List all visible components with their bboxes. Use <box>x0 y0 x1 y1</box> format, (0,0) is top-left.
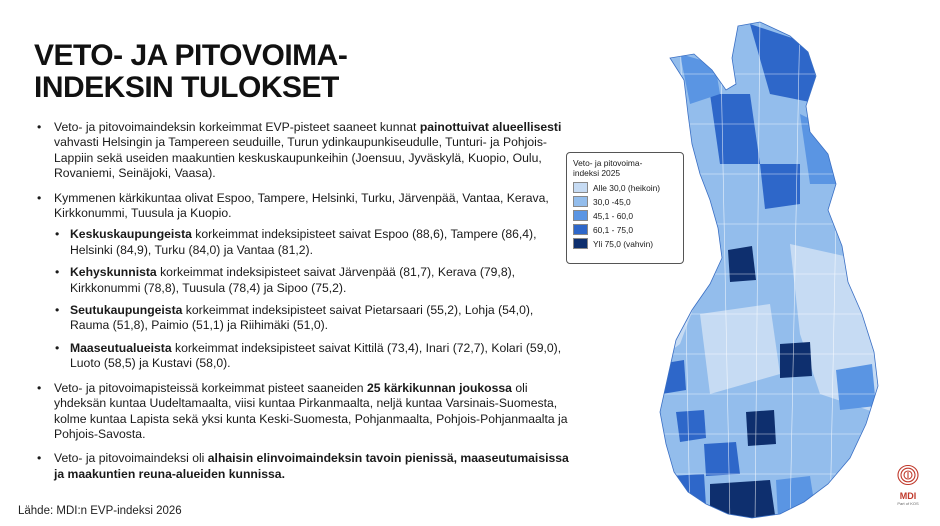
legend-row <box>573 224 677 235</box>
bullet-top-25 <box>54 381 574 443</box>
region-jyvaskyla <box>746 410 776 446</box>
bullet-top-ten <box>54 191 574 372</box>
source-note: Lähde: MDI:n EVP-indeksi 2026 <box>18 505 182 517</box>
legend-label: Yli 75,0 (vahvin) <box>593 238 654 249</box>
legend-label: 45,1 - 60,0 <box>593 210 634 221</box>
mdi-logo <box>893 464 923 506</box>
title-line-1: VETO- JA PITOVOIMA- <box>34 39 348 72</box>
bullet-lowest-text: Veto- ja pitovoimaindeksi oli <box>54 451 208 466</box>
page-title <box>34 40 454 104</box>
legend-row <box>573 238 677 249</box>
sub-bullet-list <box>54 227 574 371</box>
region-tampere <box>704 442 740 476</box>
sub-bullet-item <box>70 303 574 334</box>
region-seinajoki <box>676 410 706 442</box>
sub-bullet-bold: Maaseutualueista <box>70 340 172 355</box>
legend-title-line-2: indeksi 2025 <box>573 168 621 178</box>
bullet-regional-text: Veto- ja pitovoimaindeksin korkeimmat EVP-pisteet saaneet kunnat <box>54 120 420 134</box>
finland-choropleth-map <box>640 14 880 522</box>
region-rovaniemi <box>760 164 800 209</box>
region-kuopio <box>780 342 812 378</box>
sub-bullet-item <box>70 227 574 258</box>
map-legend <box>566 152 684 264</box>
bullet-regional-bold: painottuivat alueellisesti <box>419 120 562 134</box>
title-line-2: INDEKSIN TULOKSET <box>34 71 339 104</box>
bullet-lowest <box>54 451 574 482</box>
sub-bullet-text: korkeimmat indeksipisteet saivat Järvenpää (81,7), Kerava (79,8), Kirkkonummi (78,8), Tuusula (78,4) ja Sipoo (75,2). <box>70 265 516 295</box>
bullet-regional <box>54 120 574 182</box>
legend-swatch <box>573 182 588 193</box>
legend-row <box>573 182 677 193</box>
region-joensuu <box>836 364 876 410</box>
logo-text: MDI <box>899 491 917 501</box>
legend-title-line-1: Veto- ja pitovoima- <box>573 158 643 168</box>
sub-bullet-bold: Kehyskunnista <box>70 265 157 280</box>
legend-swatch <box>573 238 588 249</box>
fingerprint-icon <box>896 464 920 486</box>
sub-bullet-bold: Keskuskaupungeista <box>70 227 192 242</box>
bullet-lowest-bold: alhaisin elinvoimaindeksin tavoin pienissä, maaseutumaisissa ja maakuntien reuna-alueiden kunnissa. <box>54 451 569 481</box>
sub-bullet-text: korkeimmat indeksipisteet saivat Pietarsaari (55,2), Lohja (54,0), Rauma (51,8), Paimio (51,1) ja Riihimäki (51,0). <box>70 303 534 333</box>
sub-bullet-item <box>70 265 574 296</box>
legend-swatch <box>573 210 588 221</box>
bullet-top-25-text: Veto- ja pitovoimapisteissä korkeimmat pisteet saaneiden <box>54 380 367 395</box>
bullet-list <box>34 120 574 491</box>
sub-bullet-bold: Seutukaupungeista <box>70 303 183 318</box>
sub-bullet-item <box>70 341 574 372</box>
legend-swatch <box>573 196 588 207</box>
sub-bullet-text: korkeimmat indeksipisteet saivat Kittilä (73,4), Inari (72,7), Kolari (59,0), Luoto (58,5) ja Kustavi (58,0). <box>70 340 562 371</box>
logo-subtext: Part of KOS <box>897 501 919 506</box>
municipality-regions <box>640 14 880 522</box>
sub-bullet-text: korkeimmat indeksipisteet saivat Espoo (88,6), Tampere (86,4), Helsinki (84,9), Turku (84,0) ja Vantaa (81,2). <box>70 227 537 257</box>
legend-label: Alle 30,0 (heikoin) <box>593 182 661 193</box>
legend-label: 60,1 - 75,0 <box>593 224 634 235</box>
bullet-top-25-text-end: oli yhdeksän kuntaa Uudeltamaalta, viisi kuntaa Pirkanmaalta, neljä kuntaa Varsinais-Suomesta, kolme kuntaa Lapista sekä yksi kunta Keski-Suomesta, Pohjanmaalta, Pohjois-Pohjanmaalta ja Pohjois-Savosta. <box>54 380 568 441</box>
bullet-top-ten-text: Kymmenen kärkikuntaa olivat Espoo, Tampere, Helsinki, Turku, Järvenpää, Vantaa, Kerava, Kirkkonummi, Tuusula ja Kuopio. <box>54 190 549 221</box>
legend-label: 30,0 -45,0 <box>593 196 631 207</box>
region-vaasa <box>660 360 686 394</box>
legend-swatch <box>573 224 588 235</box>
legend-row <box>573 210 677 221</box>
legend-row <box>573 196 677 207</box>
legend-title <box>573 158 677 178</box>
region-oulu <box>728 246 756 282</box>
bullet-top-25-bold: 25 kärkikunnan joukossa <box>366 380 512 395</box>
bullet-regional-text-end: vahvasti Helsingin ja Tampereen seuduille, Turun ydinkaupunkiseudulle, Tunturi- ja Pohjois-Lappiin sekä useiden maakuntien keskuskaupunkeihin (Joensuu, Jyväskylä, Kuopio, Oulu, Rovaniemi, Seinäjoki, Vaasa). <box>54 135 547 181</box>
